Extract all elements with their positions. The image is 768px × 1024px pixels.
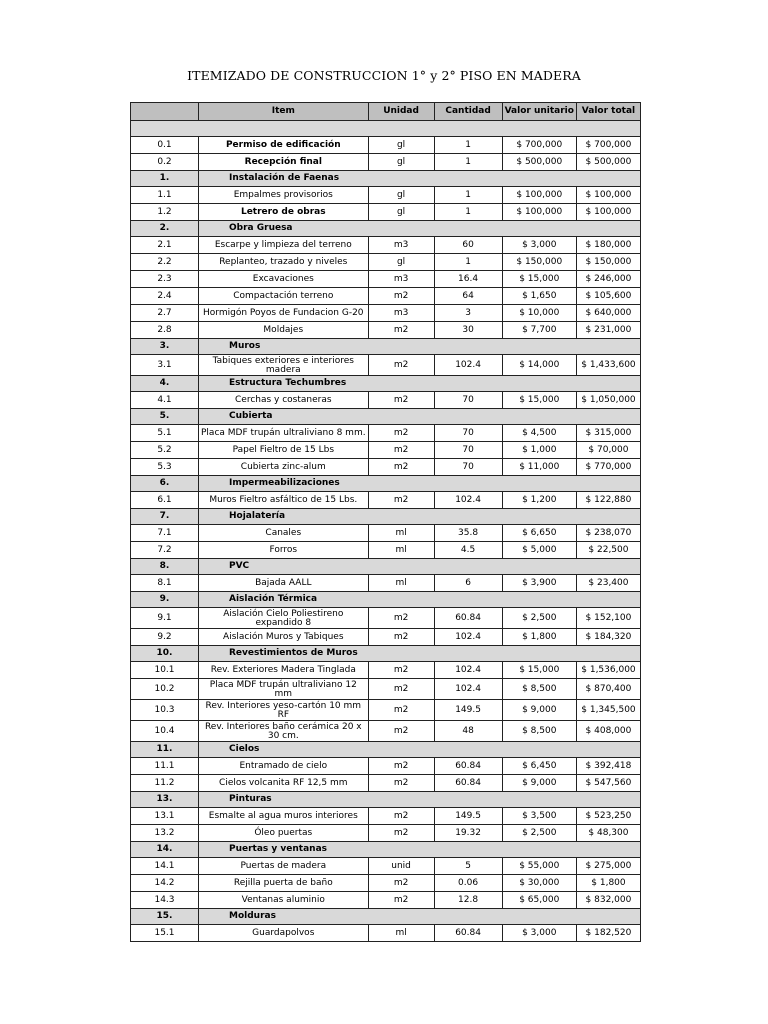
item-number: 0.1 — [131, 137, 199, 154]
table-row — [131, 525, 641, 542]
section-title: Hojalatería — [199, 509, 641, 525]
item-valor-total: $ 1,050,000 — [576, 392, 640, 409]
item-valor-unitario: $ 1,650 — [502, 288, 576, 305]
item-number: 2.4 — [131, 288, 199, 305]
item-valor-total: $ 100,000 — [576, 204, 640, 221]
item-cantidad: 102.4 — [434, 629, 502, 646]
section-row — [131, 339, 641, 355]
section-title: Muros — [199, 339, 641, 355]
item-description — [199, 721, 369, 742]
item-description: Ventanas aluminio — [199, 892, 369, 909]
item-valor-unitario: $ 55,000 — [502, 858, 576, 875]
table-row — [131, 700, 641, 721]
item-unidad: m2 — [368, 700, 434, 721]
header-valor-unitario: Valor unitario — [502, 103, 576, 121]
table-row — [131, 808, 641, 825]
item-number: 11.1 — [131, 758, 199, 775]
item-cantidad: 35.8 — [434, 525, 502, 542]
item-number: 5.2 — [131, 442, 199, 459]
item-cantidad: 102.4 — [434, 355, 502, 376]
item-valor-unitario: $ 9,000 — [502, 775, 576, 792]
table-row — [131, 758, 641, 775]
table-row — [131, 875, 641, 892]
item-valor-unitario: $ 6,450 — [502, 758, 576, 775]
item-unidad: m2 — [368, 425, 434, 442]
item-valor-unitario: $ 6,650 — [502, 525, 576, 542]
item-cantidad: 1 — [434, 204, 502, 221]
section-title: Cielos — [199, 742, 641, 758]
item-description: Recepción final — [199, 154, 369, 171]
section-number: 7. — [131, 509, 199, 525]
item-valor-unitario: $ 2,500 — [502, 608, 576, 629]
header-unidad: Unidad — [368, 103, 434, 121]
section-row — [131, 792, 641, 808]
item-cantidad: 1 — [434, 154, 502, 171]
item-cantidad: 48 — [434, 721, 502, 742]
item-unidad: m2 — [368, 758, 434, 775]
item-cantidad: 19.32 — [434, 825, 502, 842]
item-description: Entramado de cielo — [199, 758, 369, 775]
section-row — [131, 509, 641, 525]
item-valor-total: $ 315,000 — [576, 425, 640, 442]
section-number: 14. — [131, 842, 199, 858]
item-description: Hormigón Poyos de Fundacion G-20 — [199, 305, 369, 322]
item-valor-total: $ 1,433,600 — [576, 355, 640, 376]
item-description: Óleo puertas — [199, 825, 369, 842]
section-number: 2. — [131, 221, 199, 237]
item-valor-total: $ 392,418 — [576, 758, 640, 775]
item-valor-unitario: $ 65,000 — [502, 892, 576, 909]
item-description: Replanteo, trazado y niveles — [199, 254, 369, 271]
item-unidad: m2 — [368, 721, 434, 742]
item-number: 10.3 — [131, 700, 199, 721]
table-row — [131, 137, 641, 154]
item-description: Forros — [199, 542, 369, 559]
item-unidad: m2 — [368, 892, 434, 909]
item-cantidad: 64 — [434, 288, 502, 305]
item-number: 15.1 — [131, 925, 199, 942]
table-row — [131, 254, 641, 271]
table-row — [131, 679, 641, 700]
header-item: Item — [199, 103, 369, 121]
item-description: Moldajes — [199, 322, 369, 339]
item-number: 14.1 — [131, 858, 199, 875]
item-valor-unitario: $ 150,000 — [502, 254, 576, 271]
item-cantidad: 60.84 — [434, 608, 502, 629]
item-valor-total: $ 408,000 — [576, 721, 640, 742]
item-description: Permiso de edificación — [199, 137, 369, 154]
item-valor-unitario: $ 1,800 — [502, 629, 576, 646]
item-number: 7.1 — [131, 525, 199, 542]
item-cantidad: 149.5 — [434, 808, 502, 825]
item-description — [199, 608, 369, 629]
item-cantidad: 4.5 — [434, 542, 502, 559]
item-number: 9.1 — [131, 608, 199, 629]
section-title: Puertas y ventanas — [199, 842, 641, 858]
item-cantidad: 1 — [434, 254, 502, 271]
section-title: Obra Gruesa — [199, 221, 641, 237]
item-description: Placa MDF trupán ultraliviano 8 mm. — [199, 425, 369, 442]
item-unidad: ml — [368, 525, 434, 542]
item-description-text: Placa MDF trupán ultraliviano 12 mm — [209, 680, 357, 699]
item-valor-unitario: $ 10,000 — [502, 305, 576, 322]
item-description: Rev. Exteriores Madera Tinglada — [199, 662, 369, 679]
item-number: 6.1 — [131, 492, 199, 509]
item-cantidad: 1 — [434, 187, 502, 204]
section-title: Pinturas — [199, 792, 641, 808]
item-valor-total: $ 1,536,000 — [576, 662, 640, 679]
item-number: 1.1 — [131, 187, 199, 204]
item-number: 2.7 — [131, 305, 199, 322]
section-title: Instalación de Faenas — [199, 171, 641, 187]
item-number: 14.2 — [131, 875, 199, 892]
item-number: 13.1 — [131, 808, 199, 825]
item-number: 2.2 — [131, 254, 199, 271]
item-valor-total: $ 770,000 — [576, 459, 640, 476]
section-row — [131, 376, 641, 392]
table-row — [131, 204, 641, 221]
item-description: Compactación terreno — [199, 288, 369, 305]
section-number: 3. — [131, 339, 199, 355]
section-title: Revestimientos de Muros — [199, 646, 641, 662]
item-valor-total: $ 640,000 — [576, 305, 640, 322]
table-row — [131, 825, 641, 842]
item-description: Puertas de madera — [199, 858, 369, 875]
item-cantidad: 3 — [434, 305, 502, 322]
item-description: Rejilla puerta de baño — [199, 875, 369, 892]
table-row — [131, 662, 641, 679]
item-unidad: m2 — [368, 825, 434, 842]
item-unidad: m3 — [368, 237, 434, 254]
item-valor-unitario: $ 700,000 — [502, 137, 576, 154]
table-row — [131, 629, 641, 646]
item-valor-total: $ 23,400 — [576, 575, 640, 592]
item-valor-unitario: $ 2,500 — [502, 825, 576, 842]
item-valor-total: $ 231,000 — [576, 322, 640, 339]
item-cantidad: 102.4 — [434, 662, 502, 679]
item-description: Aislación Muros y Tabiques — [199, 629, 369, 646]
item-valor-unitario: $ 3,500 — [502, 808, 576, 825]
item-unidad: m2 — [368, 775, 434, 792]
section-number: 8. — [131, 559, 199, 575]
section-number: 10. — [131, 646, 199, 662]
item-valor-total: $ 70,000 — [576, 442, 640, 459]
item-cantidad: 30 — [434, 322, 502, 339]
section-row — [131, 909, 641, 925]
table-row — [131, 187, 641, 204]
item-cantidad: 102.4 — [434, 679, 502, 700]
item-valor-unitario: $ 15,000 — [502, 662, 576, 679]
item-unidad: m2 — [368, 629, 434, 646]
item-cantidad: 60.84 — [434, 758, 502, 775]
item-valor-total: $ 523,250 — [576, 808, 640, 825]
table-row — [131, 892, 641, 909]
item-cantidad: 0.06 — [434, 875, 502, 892]
item-cantidad: 70 — [434, 425, 502, 442]
item-valor-total: $ 870,400 — [576, 679, 640, 700]
item-description: Escarpe y limpieza del terreno — [199, 237, 369, 254]
section-row — [131, 221, 641, 237]
section-title: Aislación Térmica — [199, 592, 641, 608]
table-row — [131, 305, 641, 322]
item-valor-unitario: $ 3,900 — [502, 575, 576, 592]
table-row — [131, 608, 641, 629]
item-unidad: m2 — [368, 679, 434, 700]
item-unidad: m2 — [368, 662, 434, 679]
section-number: 1. — [131, 171, 199, 187]
item-unidad: m2 — [368, 355, 434, 376]
item-valor-unitario: $ 7,700 — [502, 322, 576, 339]
item-number: 0.2 — [131, 154, 199, 171]
section-title: Estructura Techumbres — [199, 376, 641, 392]
item-cantidad: 5 — [434, 858, 502, 875]
item-valor-unitario: $ 1,200 — [502, 492, 576, 509]
header-valor-total: Valor total — [576, 103, 640, 121]
item-unidad: unid — [368, 858, 434, 875]
item-valor-unitario: $ 15,000 — [502, 271, 576, 288]
item-unidad: m2 — [368, 442, 434, 459]
section-row — [131, 842, 641, 858]
item-description: Esmalte al agua muros interiores — [199, 808, 369, 825]
item-description — [199, 355, 369, 376]
item-valor-total: $ 48,300 — [576, 825, 640, 842]
item-description: Muros Fieltro asfáltico de 15 Lbs. — [199, 492, 369, 509]
item-valor-total: $ 832,000 — [576, 892, 640, 909]
item-valor-unitario: $ 11,000 — [502, 459, 576, 476]
section-title: Molduras — [199, 909, 641, 925]
table-row — [131, 542, 641, 559]
item-description: Canales — [199, 525, 369, 542]
item-number: 11.2 — [131, 775, 199, 792]
item-unidad: gl — [368, 187, 434, 204]
item-unidad: m2 — [368, 322, 434, 339]
document-title: ITEMIZADO DE CONSTRUCCION 1° y 2° PISO EN MADERA — [187, 68, 581, 83]
item-number: 14.3 — [131, 892, 199, 909]
header-cantidad: Cantidad — [434, 103, 502, 121]
section-number: 11. — [131, 742, 199, 758]
table-row — [131, 288, 641, 305]
section-row — [131, 646, 641, 662]
item-valor-unitario: $ 5,000 — [502, 542, 576, 559]
item-unidad: gl — [368, 254, 434, 271]
item-description: Letrero de obras — [199, 204, 369, 221]
section-row — [131, 476, 641, 492]
item-valor-unitario: $ 3,000 — [502, 925, 576, 942]
item-unidad: m2 — [368, 875, 434, 892]
item-number: 13.2 — [131, 825, 199, 842]
section-number: 13. — [131, 792, 199, 808]
table-row — [131, 575, 641, 592]
item-unidad: gl — [368, 204, 434, 221]
section-row — [131, 171, 641, 187]
table-row — [131, 154, 641, 171]
item-number: 1.2 — [131, 204, 199, 221]
item-cantidad: 149.5 — [434, 700, 502, 721]
item-valor-unitario: $ 500,000 — [502, 154, 576, 171]
table-row — [131, 322, 641, 339]
item-cantidad: 102.4 — [434, 492, 502, 509]
item-valor-total: $ 105,600 — [576, 288, 640, 305]
section-title: PVC — [199, 559, 641, 575]
item-number: 2.3 — [131, 271, 199, 288]
item-cantidad: 60.84 — [434, 775, 502, 792]
item-description-text: Aislación Cielo Poliestireno expandido 8 — [223, 609, 344, 628]
item-number: 5.3 — [131, 459, 199, 476]
item-unidad: m2 — [368, 459, 434, 476]
item-description — [199, 679, 369, 700]
item-valor-unitario: $ 100,000 — [502, 204, 576, 221]
section-number: 5. — [131, 409, 199, 425]
item-valor-total: $ 150,000 — [576, 254, 640, 271]
item-valor-unitario: $ 14,000 — [502, 355, 576, 376]
item-unidad: gl — [368, 154, 434, 171]
item-description: Cubierta zinc-alum — [199, 459, 369, 476]
item-valor-total: $ 22,500 — [576, 542, 640, 559]
item-unidad: ml — [368, 925, 434, 942]
item-unidad: m2 — [368, 392, 434, 409]
item-valor-total: $ 275,000 — [576, 858, 640, 875]
item-description-text: Rev. Interiores baño cerámica 20 x 30 cm. — [204, 722, 362, 741]
item-valor-total: $ 700,000 — [576, 137, 640, 154]
item-number: 2.8 — [131, 322, 199, 339]
item-number: 8.1 — [131, 575, 199, 592]
item-number: 10.2 — [131, 679, 199, 700]
section-number: 9. — [131, 592, 199, 608]
item-description: Bajada AALL — [199, 575, 369, 592]
item-valor-total: $ 500,000 — [576, 154, 640, 171]
item-valor-unitario: $ 30,000 — [502, 875, 576, 892]
item-unidad: m2 — [368, 608, 434, 629]
item-valor-total: $ 182,520 — [576, 925, 640, 942]
item-description — [199, 700, 369, 721]
item-description: Excavaciones — [199, 271, 369, 288]
item-valor-total: $ 238,070 — [576, 525, 640, 542]
item-number: 2.1 — [131, 237, 199, 254]
item-cantidad: 16.4 — [434, 271, 502, 288]
item-number: 7.2 — [131, 542, 199, 559]
header-num — [131, 103, 199, 121]
item-cantidad: 60.84 — [434, 925, 502, 942]
item-valor-unitario: $ 3,000 — [502, 237, 576, 254]
item-number: 4.1 — [131, 392, 199, 409]
item-cantidad: 70 — [434, 459, 502, 476]
item-number: 5.1 — [131, 425, 199, 442]
item-valor-unitario: $ 1,000 — [502, 442, 576, 459]
item-valor-unitario: $ 100,000 — [502, 187, 576, 204]
item-description: Guardapolvos — [199, 925, 369, 942]
item-description: Cerchas y costaneras — [199, 392, 369, 409]
item-cantidad: 1 — [434, 137, 502, 154]
table-row — [131, 721, 641, 742]
item-unidad: m2 — [368, 492, 434, 509]
table-row — [131, 858, 641, 875]
item-number: 10.1 — [131, 662, 199, 679]
table-row — [131, 442, 641, 459]
item-number: 9.2 — [131, 629, 199, 646]
section-row — [131, 409, 641, 425]
item-cantidad: 6 — [434, 575, 502, 592]
item-number: 10.4 — [131, 721, 199, 742]
item-unidad: m3 — [368, 271, 434, 288]
item-valor-total: $ 100,000 — [576, 187, 640, 204]
itemized-table — [130, 102, 641, 942]
item-valor-total: $ 184,320 — [576, 629, 640, 646]
section-title: Cubierta — [199, 409, 641, 425]
item-unidad: ml — [368, 542, 434, 559]
table-row — [131, 271, 641, 288]
section-number: 6. — [131, 476, 199, 492]
item-valor-total: $ 246,000 — [576, 271, 640, 288]
item-valor-total: $ 1,345,500 — [576, 700, 640, 721]
item-valor-total: $ 547,560 — [576, 775, 640, 792]
table-body — [131, 121, 641, 942]
item-description-text: Rev. Interiores yeso-cartón 10 mm RF — [205, 701, 362, 720]
item-unidad: m3 — [368, 305, 434, 322]
section-title: Impermeabilizaciones — [199, 476, 641, 492]
header-row — [131, 103, 641, 121]
section-number: 4. — [131, 376, 199, 392]
table-row — [131, 925, 641, 942]
section-row — [131, 559, 641, 575]
item-unidad: m2 — [368, 288, 434, 305]
item-cantidad: 70 — [434, 442, 502, 459]
item-valor-total: $ 180,000 — [576, 237, 640, 254]
item-valor-total: $ 152,100 — [576, 608, 640, 629]
table-row — [131, 355, 641, 376]
item-valor-unitario: $ 8,500 — [502, 721, 576, 742]
blank-row — [131, 121, 641, 137]
section-row — [131, 592, 641, 608]
item-description-text: Tabiques exteriores e interiores madera — [212, 356, 354, 375]
item-valor-total: $ 1,800 — [576, 875, 640, 892]
item-unidad: gl — [368, 137, 434, 154]
table-row — [131, 237, 641, 254]
item-valor-unitario: $ 8,500 — [502, 679, 576, 700]
item-valor-unitario: $ 9,000 — [502, 700, 576, 721]
item-number: 3.1 — [131, 355, 199, 376]
table-row — [131, 425, 641, 442]
item-unidad: m2 — [368, 808, 434, 825]
table-row — [131, 459, 641, 476]
item-valor-unitario: $ 4,500 — [502, 425, 576, 442]
section-number: 15. — [131, 909, 199, 925]
table-row — [131, 775, 641, 792]
item-cantidad: 60 — [434, 237, 502, 254]
section-row — [131, 742, 641, 758]
item-description: Empalmes provisorios — [199, 187, 369, 204]
table-row — [131, 392, 641, 409]
item-cantidad: 12.8 — [434, 892, 502, 909]
item-description: Cielos volcanita RF 12,5 mm — [199, 775, 369, 792]
item-valor-total: $ 122,880 — [576, 492, 640, 509]
item-cantidad: 70 — [434, 392, 502, 409]
table-row — [131, 492, 641, 509]
blank-cell — [131, 121, 641, 137]
item-valor-unitario: $ 15,000 — [502, 392, 576, 409]
item-description: Papel Fieltro de 15 Lbs — [199, 442, 369, 459]
item-unidad: ml — [368, 575, 434, 592]
